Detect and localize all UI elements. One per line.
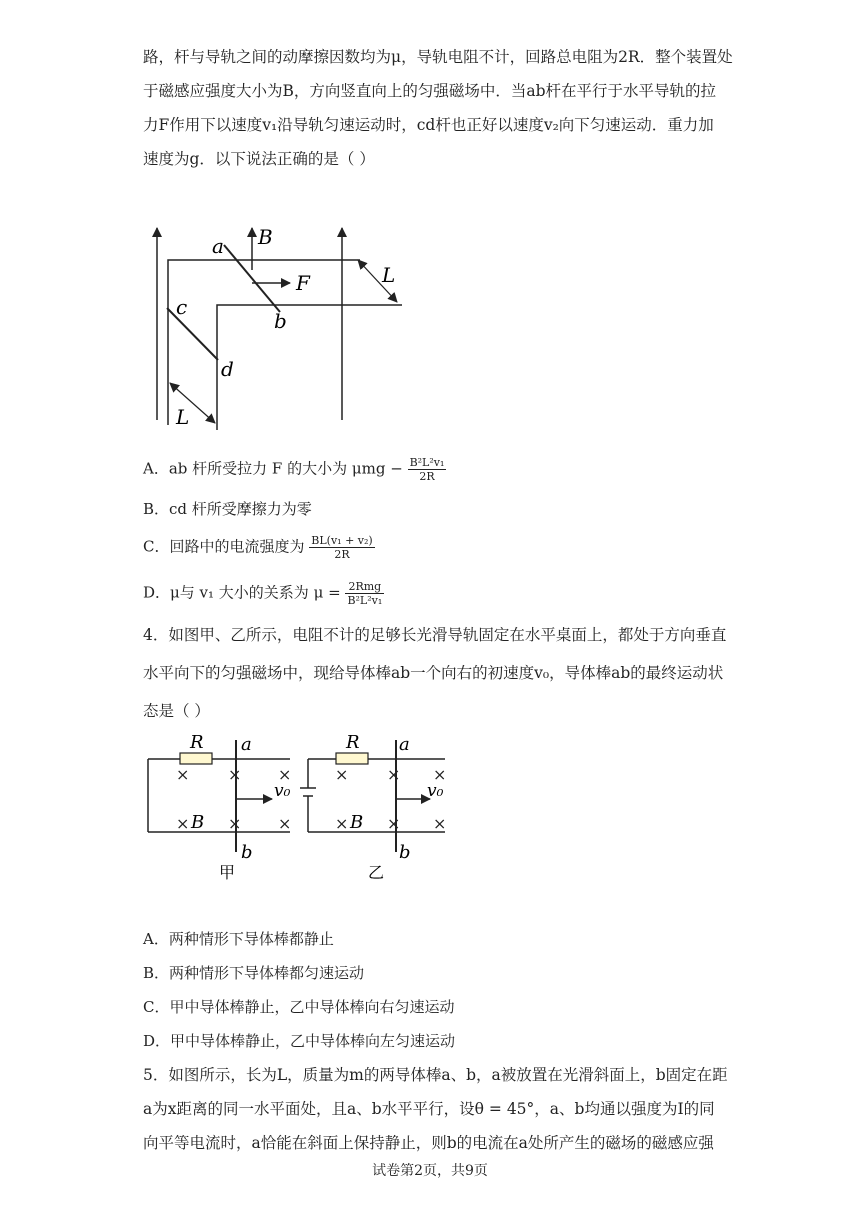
q3-option-d [143, 580, 384, 607]
fig4-jia-label-B: B [191, 812, 205, 833]
q3-option-a-fraction [408, 456, 447, 483]
page-footer: 试卷第2页，共9页 [372, 1163, 488, 1179]
q4-circuit-figure [140, 728, 460, 888]
fig4-yi-label-v0: v₀ [427, 781, 444, 801]
q3-option-c-denominator: 2R [334, 548, 350, 561]
q4-line-1: 4．如图甲、乙所示，电阻不计的足够长光滑导轨固定在水平桌面上，都处于方向垂直 [143, 626, 727, 644]
q3-option-b: B．cd 杆所受摩擦力为零 [143, 500, 312, 518]
fig4-yi-label-R: R [346, 732, 360, 753]
fig4-jia-label-a: a [241, 734, 252, 755]
q3-option-a [143, 456, 446, 483]
fig3-label-B: B [258, 225, 273, 249]
svg-text:×: × [228, 765, 242, 784]
q4-option-a: A．两种情形下导体棒都静止 [143, 930, 334, 948]
q3-option-d-denominator: B²L²v₁ [347, 594, 383, 607]
fig3-label-b: b [274, 309, 287, 333]
q3-line-4: 速度为g．以下说法正确的是（ ） [143, 150, 375, 168]
q3-option-a-denominator: 2R [419, 470, 435, 483]
q3-option-c-numerator: BL(v₁ + v₂) [311, 534, 373, 547]
q4-line-3: 态是（ ） [143, 702, 210, 720]
q3-line-3: 力F作用下以速度v₁沿导轨匀速运动时，cd杆也正好以速度v₂向下匀速运动．重力加 [143, 116, 714, 134]
svg-text:×: × [387, 814, 401, 833]
q3-line-1: 路，杆与导轨之间的动摩擦因数均为μ，导轨电阻不计，回路总电阻为2R．整个装置处 [143, 48, 733, 66]
q3-rail-figure [140, 220, 420, 440]
q3-option-a-numerator: B²L²v₁ [409, 456, 445, 469]
fig4-yi-label-b: b [399, 842, 411, 863]
q4-line-2: 水平向下的匀强磁场中，现给导体棒ab一个向右的初速度v₀，导体棒ab的最终运动状 [143, 664, 724, 682]
fig3-label-L-top: L [382, 263, 396, 287]
svg-text:×: × [433, 814, 447, 833]
q3-option-c-fraction [309, 534, 374, 561]
q3-option-d-fraction [345, 580, 384, 607]
svg-text:×: × [176, 765, 190, 784]
fig4-jia-label-R: R [190, 732, 204, 753]
q3-option-a-text: A．ab 杆所受拉力 F 的大小为 μmg − [143, 459, 403, 478]
svg-text:×: × [176, 814, 190, 833]
q5-line-1: 5．如图所示，长为L，质量为m的两导体棒a、b，a被放置在光滑斜面上，b固定在距 [143, 1066, 728, 1084]
svg-text:×: × [387, 765, 401, 784]
fig4-jia-label-v0: v₀ [274, 781, 291, 801]
fig4-yi-caption: 乙 [368, 863, 385, 882]
svg-text:×: × [433, 765, 447, 784]
fig3-label-F: F [296, 271, 310, 295]
fig3-label-a: a [212, 234, 224, 258]
svg-text:×: × [228, 814, 242, 833]
q4-option-d: D．甲中导体棒静止，乙中导体棒向左匀速运动 [143, 1032, 456, 1050]
q4-option-c: C．甲中导体棒静止，乙中导体棒向右匀速运动 [143, 998, 455, 1016]
q3-option-d-numerator: 2Rmg [345, 580, 384, 594]
q3-option-c [143, 534, 375, 561]
q3-option-d-text: D．μ与 v₁ 大小的关系为 μ = [143, 583, 341, 602]
q3-line-2: 于磁感应强度大小为B，方向竖直向上的匀强磁场中．当ab杆在平行于水平导轨的拉 [143, 82, 717, 100]
q3-option-c-text: C．回路中的电流强度为 [143, 537, 305, 556]
fig4-yi-label-a: a [399, 734, 410, 755]
fig3-label-L-bottom: L [176, 405, 190, 429]
svg-text:×: × [278, 765, 292, 784]
svg-text:×: × [335, 765, 349, 784]
fig4-yi-label-B: B [350, 812, 364, 833]
fig3-label-c: c [176, 295, 188, 319]
q5-line-3: 向平等电流时，a恰能在斜面上保持静止，则b的电流在a处所产生的磁场的磁感应强 [143, 1134, 714, 1152]
fig4-jia-label-b: b [241, 842, 253, 863]
svg-text:×: × [278, 814, 292, 833]
q5-line-2: a为x距离的同一水平面处，且a、b水平平行，设θ = 45°，a、b均通以强度为I的同 [143, 1100, 715, 1118]
q4-option-b: B．两种情形下导体棒都匀速运动 [143, 964, 365, 982]
svg-text:×: × [335, 814, 349, 833]
fig3-label-d: d [221, 357, 234, 381]
fig4-jia-caption: 甲 [219, 863, 236, 882]
